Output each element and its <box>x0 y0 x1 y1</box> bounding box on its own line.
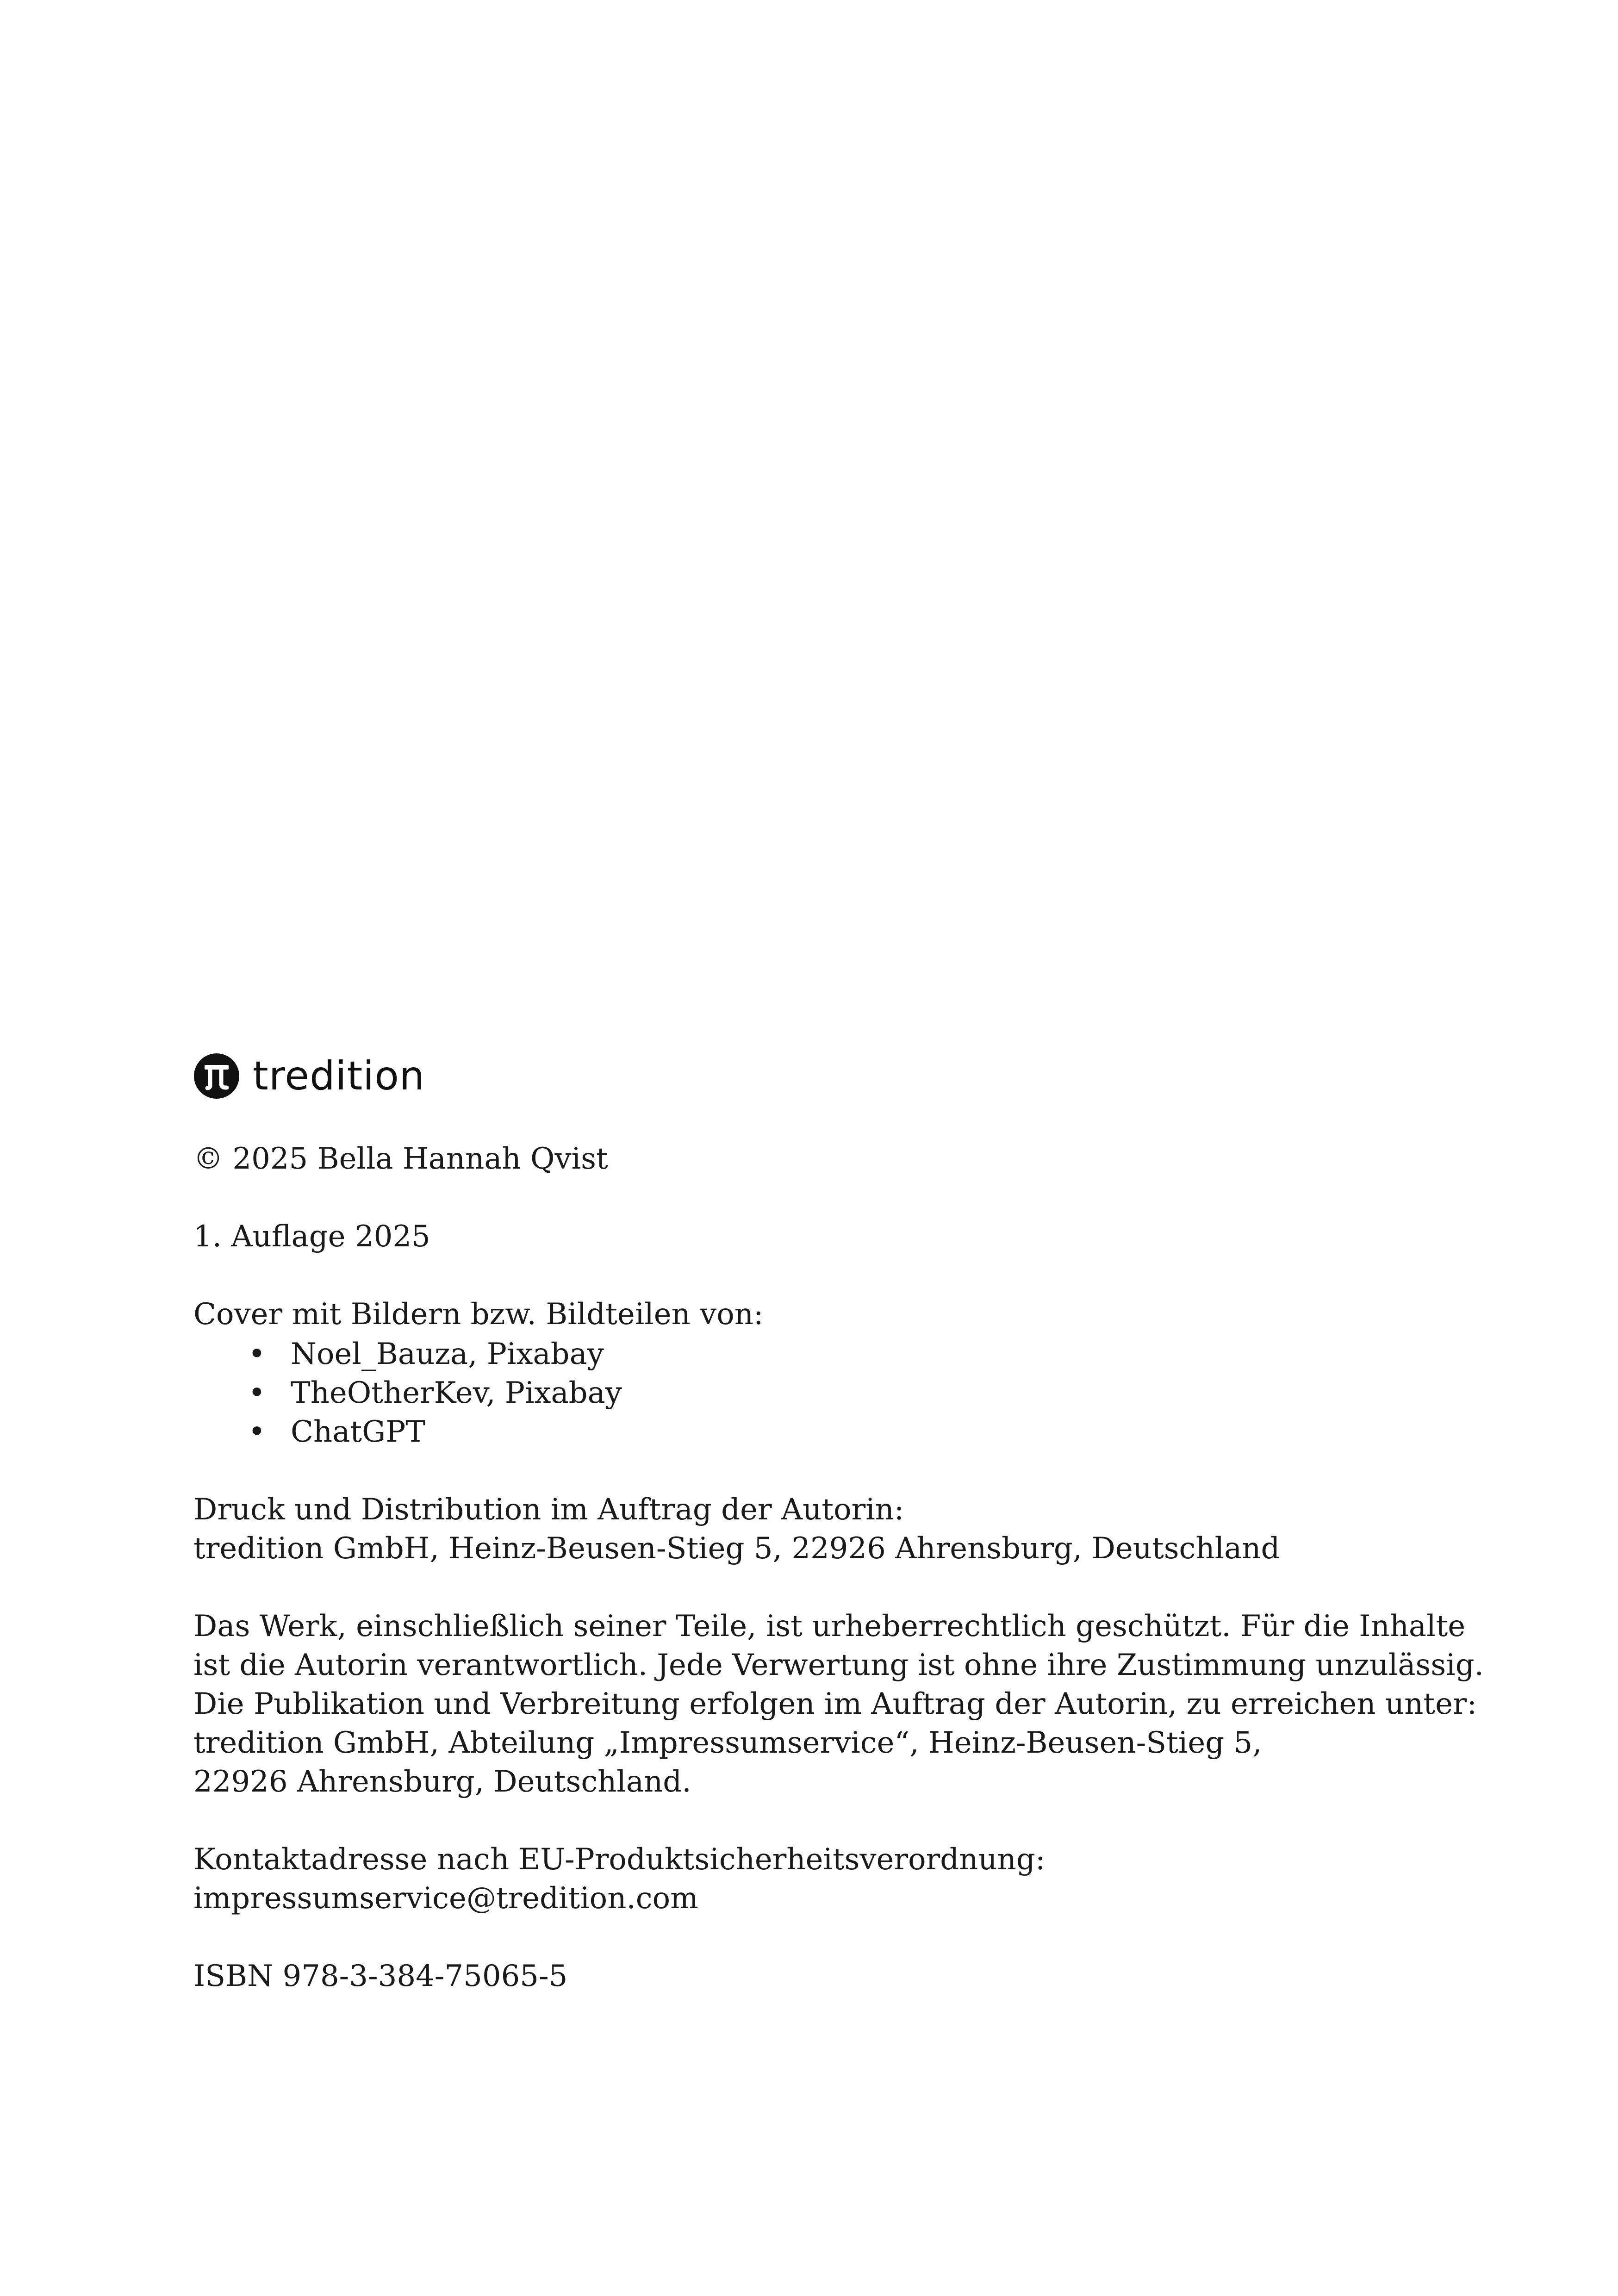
isbn-line: ISBN 978-3-384-75065-5 <box>193 1959 568 1993</box>
rights-line: tredition GmbH, Abteilung „Impressumservice“, Heinz-Beusen-Stieg 5, <box>193 1726 1262 1760</box>
rights-line: Die Publikation und Verbreitung erfolgen im Auftrag der Autorin, zu erreichen unter: <box>193 1687 1477 1721</box>
list-item <box>248 1335 1443 1374</box>
printing-line-1: Druck und Distribution im Auftrag der Autorin: <box>193 1493 904 1527</box>
printing-line-2: tredition GmbH, Heinz-Beusen-Stieg 5, 22926 Ahrensburg, Deutschland <box>193 1531 1280 1566</box>
credit-text: Noel_Bauza, Pixabay <box>291 1337 604 1371</box>
bullet: • <box>248 1337 266 1371</box>
rights-line: ist die Autorin verantwortlich. Jede Verwertung ist ohne ihre Zustimmung unzulässig. <box>193 1648 1484 1682</box>
credit-text: TheOtherKev, Pixabay <box>291 1376 622 1410</box>
logo-text: tredition <box>253 1053 425 1099</box>
contact-heading: Kontaktadresse nach EU-Produktsicherheitsverordnung: <box>193 1842 1045 1877</box>
bullet: • <box>248 1376 266 1410</box>
bullet: • <box>248 1415 266 1449</box>
copyright-line: © 2025 Bella Hannah Qvist <box>193 1142 608 1176</box>
tredition-logo-icon <box>193 1053 240 1099</box>
contact-email: impressumservice@tredition.com <box>193 1881 698 1916</box>
publisher-logo <box>193 1051 1443 1101</box>
imprint-block <box>193 1051 1484 2035</box>
rights-line: Das Werk, einschließlich seiner Teile, ist urheberrechtlich geschützt. Für die Inhalte <box>193 1609 1466 1643</box>
cover-credits-heading: Cover mit Bildern bzw. Bildteilen von: <box>193 1297 764 1332</box>
list-item <box>248 1412 1443 1451</box>
contact-info <box>193 1840 1443 1918</box>
cover-credits <box>193 1295 1443 1451</box>
printing-info <box>193 1490 1443 1568</box>
edition-line: 1. Auflage 2025 <box>193 1220 430 1254</box>
cover-credits-list <box>193 1335 1443 1451</box>
list-item <box>248 1374 1443 1412</box>
rights-line: 22926 Ahrensburg, Deutschland. <box>193 1765 691 1799</box>
rights-notice <box>193 1607 1484 1801</box>
credit-text: ChatGPT <box>291 1415 425 1449</box>
